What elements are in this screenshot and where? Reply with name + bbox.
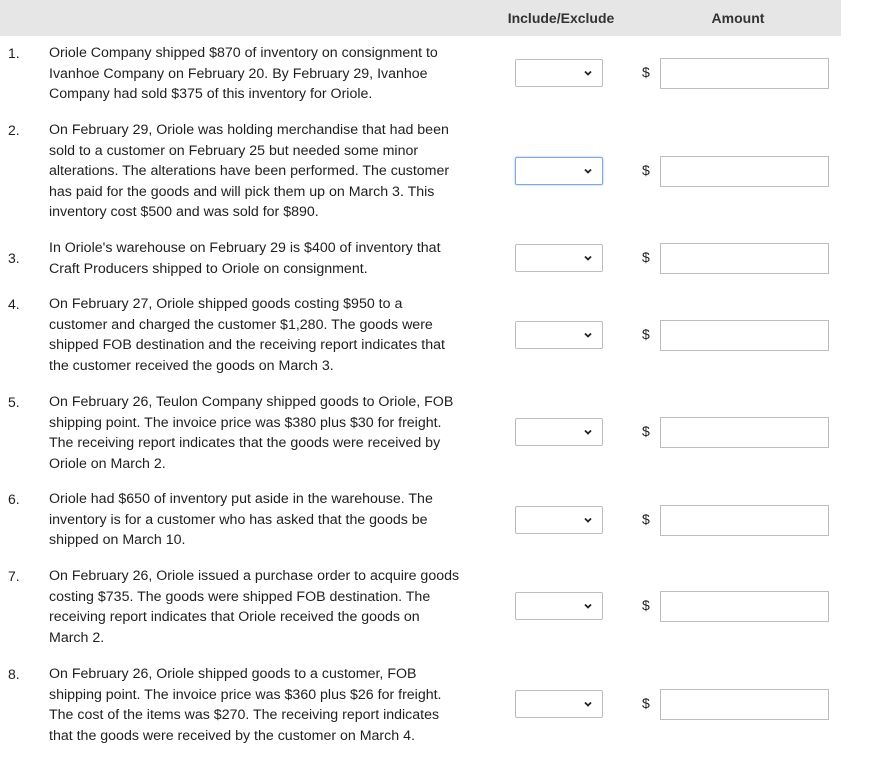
description-line: Ivanhoe Company on February 20. By February 29, Ivanhoe	[49, 65, 428, 82]
dollar-sign: $	[642, 597, 650, 613]
include-exclude-select[interactable]	[515, 157, 603, 185]
description-line: Oriole Company shipped $870 of inventory on consignment to	[49, 45, 438, 61]
description-line: The receiving report indicates that the goods were received by	[49, 435, 441, 452]
description-line: receiving report indicates that Oriole received the goods on	[49, 609, 420, 626]
description-line: Oriole had $650 of inventory put aside in the warehouse. The	[49, 491, 433, 507]
dollar-sign: $	[642, 695, 650, 711]
item-number: 6.	[8, 491, 20, 507]
chevron-down-icon	[582, 252, 594, 264]
amount-input[interactable]	[660, 591, 829, 622]
include-exclude-header: Include/Exclude	[507, 10, 615, 26]
include-exclude-select[interactable]	[515, 59, 603, 87]
description-line: On February 26, Oriole issued a purchase order to acquire goods	[49, 568, 460, 584]
amount-input[interactable]	[660, 156, 829, 187]
amount-input[interactable]	[660, 505, 829, 536]
amount-input[interactable]	[660, 689, 829, 720]
dollar-sign: $	[642, 511, 650, 527]
chevron-down-icon	[582, 514, 594, 526]
item-number: 8.	[8, 666, 20, 682]
item-description	[49, 238, 474, 279]
item-number: 4.	[8, 296, 20, 312]
description-line: The cost of the items was $270. The receiving report indicates	[49, 707, 440, 724]
description-line: costing $735. The goods were shipped FOB destination. The	[49, 588, 431, 605]
description-line: On February 27, Oriole shipped goods costing $950 to a	[49, 296, 403, 312]
item-description	[49, 120, 474, 223]
amount-input[interactable]	[660, 58, 829, 89]
description-line: On February 26, Teulon Company shipped goods to Oriole, FOB	[49, 394, 454, 410]
description-line: Craft Producers shipped to Oriole on consignment.	[49, 260, 368, 277]
description-line: On February 26, Oriole shipped goods to a customer, FOB	[49, 666, 417, 682]
description-line: In Oriole's warehouse on February 29 is $400 of inventory that	[49, 240, 441, 256]
dollar-sign: $	[642, 249, 650, 265]
amount-header: Amount	[711, 10, 765, 26]
chevron-down-icon	[582, 698, 594, 710]
item-number: 2.	[8, 122, 20, 138]
description-line: that the goods were received by the customer on March 4.	[49, 727, 415, 744]
description-line: shipped on March 10.	[49, 532, 186, 549]
item-number: 3.	[8, 250, 20, 266]
description-line: sold to a customer on February 25 but needed some minor	[49, 142, 419, 159]
description-line: inventory cost $500 and was sold for $890.	[49, 204, 319, 221]
include-exclude-select[interactable]	[515, 690, 603, 718]
description-line: shipping point. The invoice price was $360 plus $26 for freight.	[49, 686, 442, 703]
description-line: shipping point. The invoice price was $380 plus $30 for freight.	[49, 414, 442, 431]
table-header	[0, 0, 841, 36]
chevron-down-icon	[582, 426, 594, 438]
description-line: March 2.	[49, 629, 105, 646]
description-line: Oriole on March 2.	[49, 455, 166, 472]
include-exclude-select[interactable]	[515, 321, 603, 349]
description-line: shipped FOB destination and the receiving report indicates that	[49, 337, 445, 354]
amount-input[interactable]	[660, 243, 829, 274]
include-exclude-select[interactable]	[515, 244, 603, 272]
amount-input[interactable]	[660, 417, 829, 448]
item-number: 7.	[8, 568, 20, 584]
include-exclude-select[interactable]	[515, 506, 603, 534]
dollar-sign: $	[642, 423, 650, 439]
description-line: has paid for the goods and will pick them up on March 3. This	[49, 183, 435, 200]
item-description	[49, 489, 474, 551]
item-description	[49, 294, 474, 376]
chevron-down-icon	[582, 329, 594, 341]
item-description	[49, 566, 474, 648]
item-number: 1.	[8, 45, 20, 61]
item-description	[49, 664, 474, 746]
include-exclude-select[interactable]	[515, 418, 603, 446]
description-line: inventory is for a customer who has asked that the goods be	[49, 511, 428, 528]
amount-input[interactable]	[660, 320, 829, 351]
dollar-sign: $	[642, 326, 650, 342]
description-line: On February 29, Oriole was holding merchandise that had been	[49, 122, 449, 138]
description-line: Company had sold $375 of this inventory for Oriole.	[49, 86, 373, 103]
description-line: alterations. The alterations have been performed. The customer	[49, 163, 450, 180]
dollar-sign: $	[642, 162, 650, 178]
dollar-sign: $	[642, 64, 650, 80]
description-line: the customer received the goods on March 3.	[49, 357, 334, 374]
chevron-down-icon	[582, 67, 594, 79]
item-number: 5.	[8, 394, 20, 410]
chevron-down-icon	[582, 165, 594, 177]
item-description	[49, 43, 474, 105]
description-line: customer and charged the customer $1,280. The goods were	[49, 316, 433, 333]
include-exclude-select[interactable]	[515, 592, 603, 620]
item-description	[49, 392, 474, 474]
chevron-down-icon	[582, 600, 594, 612]
